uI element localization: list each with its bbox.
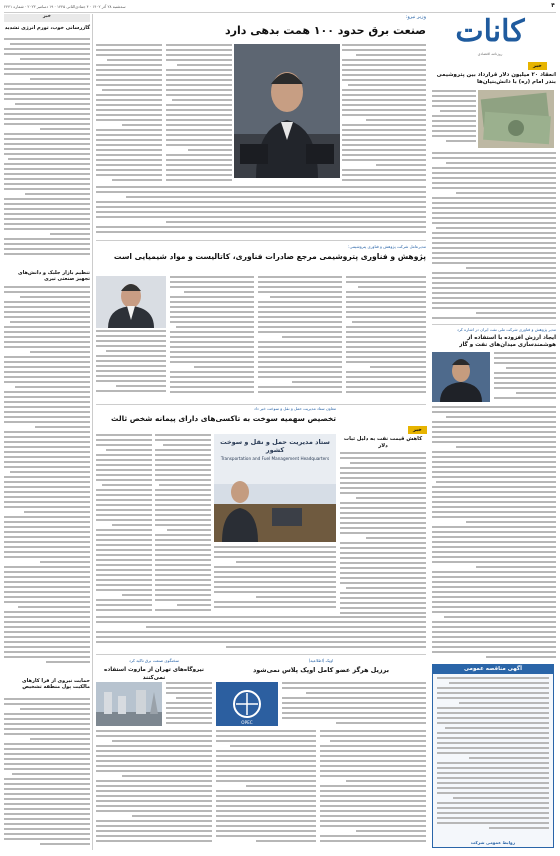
left-column-header: خبر: [4, 14, 90, 22]
opec-label: OPEC: [241, 720, 253, 725]
brief-title-1: گازرسانی خوب، تورم انرژی تشدید: [4, 25, 90, 31]
top-story-kicker: وزیر نیرو:: [405, 14, 426, 20]
fuel-hq-banner: ستاد مدیریت حمل و نقل و سوخت کشور: [220, 438, 330, 454]
bottom-left-kicker: سخنگوی صنعت برق تاکید کرد: [129, 658, 179, 663]
mid-story-kicker: مدیرعامل شرکت پژوهش و فناوری پتروشیمی:: [348, 244, 426, 249]
official-photo: [432, 352, 490, 402]
side-news-tag: خبر: [408, 426, 427, 434]
bottom-right-headline: برزیل هرگز عضو کامل اوپک پلاس نمی‌شود: [253, 666, 389, 674]
fuel-hq-photo: [214, 434, 336, 542]
ad-footer: روابط عمومی شرکت: [470, 840, 516, 845]
left-column: [4, 14, 90, 850]
right-mid-kicker: مدیر پژوهش و فناوری شرکت ملی نفت ایران در اشاره کرد: [456, 327, 556, 332]
dollar-photo: [478, 90, 554, 148]
minister-photo: [234, 44, 340, 178]
dateline: سه‌شنبه ۲۸ آذر ۱۴۰۲ · ۴ جمادی‌الثانی ۱۴۴۵ · ۱۹ دسامبر ۲۰۲۳ · شماره ۲۴۴۱: [4, 4, 126, 9]
brief-title-3: حمایت نیروی از فرا کارهای مالکیت پول منطقه تشخیص: [22, 678, 90, 690]
top-story-headline: صنعت برق حدود ۱۰۰ همت بدهی دارد: [225, 24, 426, 37]
page-number: ۴: [551, 2, 555, 9]
side-news-headline: کاهش قیمت نفت به دلیل ثبات دلار: [343, 436, 423, 449]
logo-subtitle: روزنامه اقتصادی: [477, 52, 503, 56]
right-mid-headline: ایجاد ارزش افزوده با استفاده از هوشمندسازی میدان‌های نفت و گاز: [459, 335, 556, 348]
bottom-left-headline: نیروگاه‌های تهران از مازوت استفاده نمی‌کنند: [104, 667, 204, 681]
center-story-headline: تخصیص سهمیه سوخت به تاکسی‌های دارای پیمانه شخص ثالث: [111, 414, 336, 423]
masthead-logo: [434, 14, 546, 54]
brief-title-2: تنظیم بازار جلبک و دانش‌های تجهیز صنعتی تیری: [17, 270, 90, 282]
mid-story-headline: پژوهش و فناوری پتروشیمی مرجع صادرات فناوری، کاتالیست و مواد شیمیایی است: [113, 252, 426, 261]
bottom-right-kicker: اوپک (اطلاعیه): [308, 658, 334, 663]
center-story-kicker: معاون ستاد مدیریت حمل و نقل و سوخت خبر داد: [254, 406, 336, 411]
fuel-hq-banner-en: Transportation and Fuel Management Headquarters: [220, 456, 330, 461]
ad-title: آگهی مناقصه عمومی: [433, 665, 553, 674]
logo-text: کانات: [455, 14, 525, 49]
news-tag: خبر: [528, 62, 547, 70]
ceo-photo: [96, 276, 166, 328]
ad-box: [432, 664, 554, 848]
power-plant-photo: [96, 682, 162, 726]
opec-photo: [216, 682, 278, 726]
right-top-headline: انعقاد ۲۰ میلیون دلار قرارداد بین پتروشیمی بندر امام (ره) با دانش‌بنیان‌ها: [436, 72, 556, 85]
